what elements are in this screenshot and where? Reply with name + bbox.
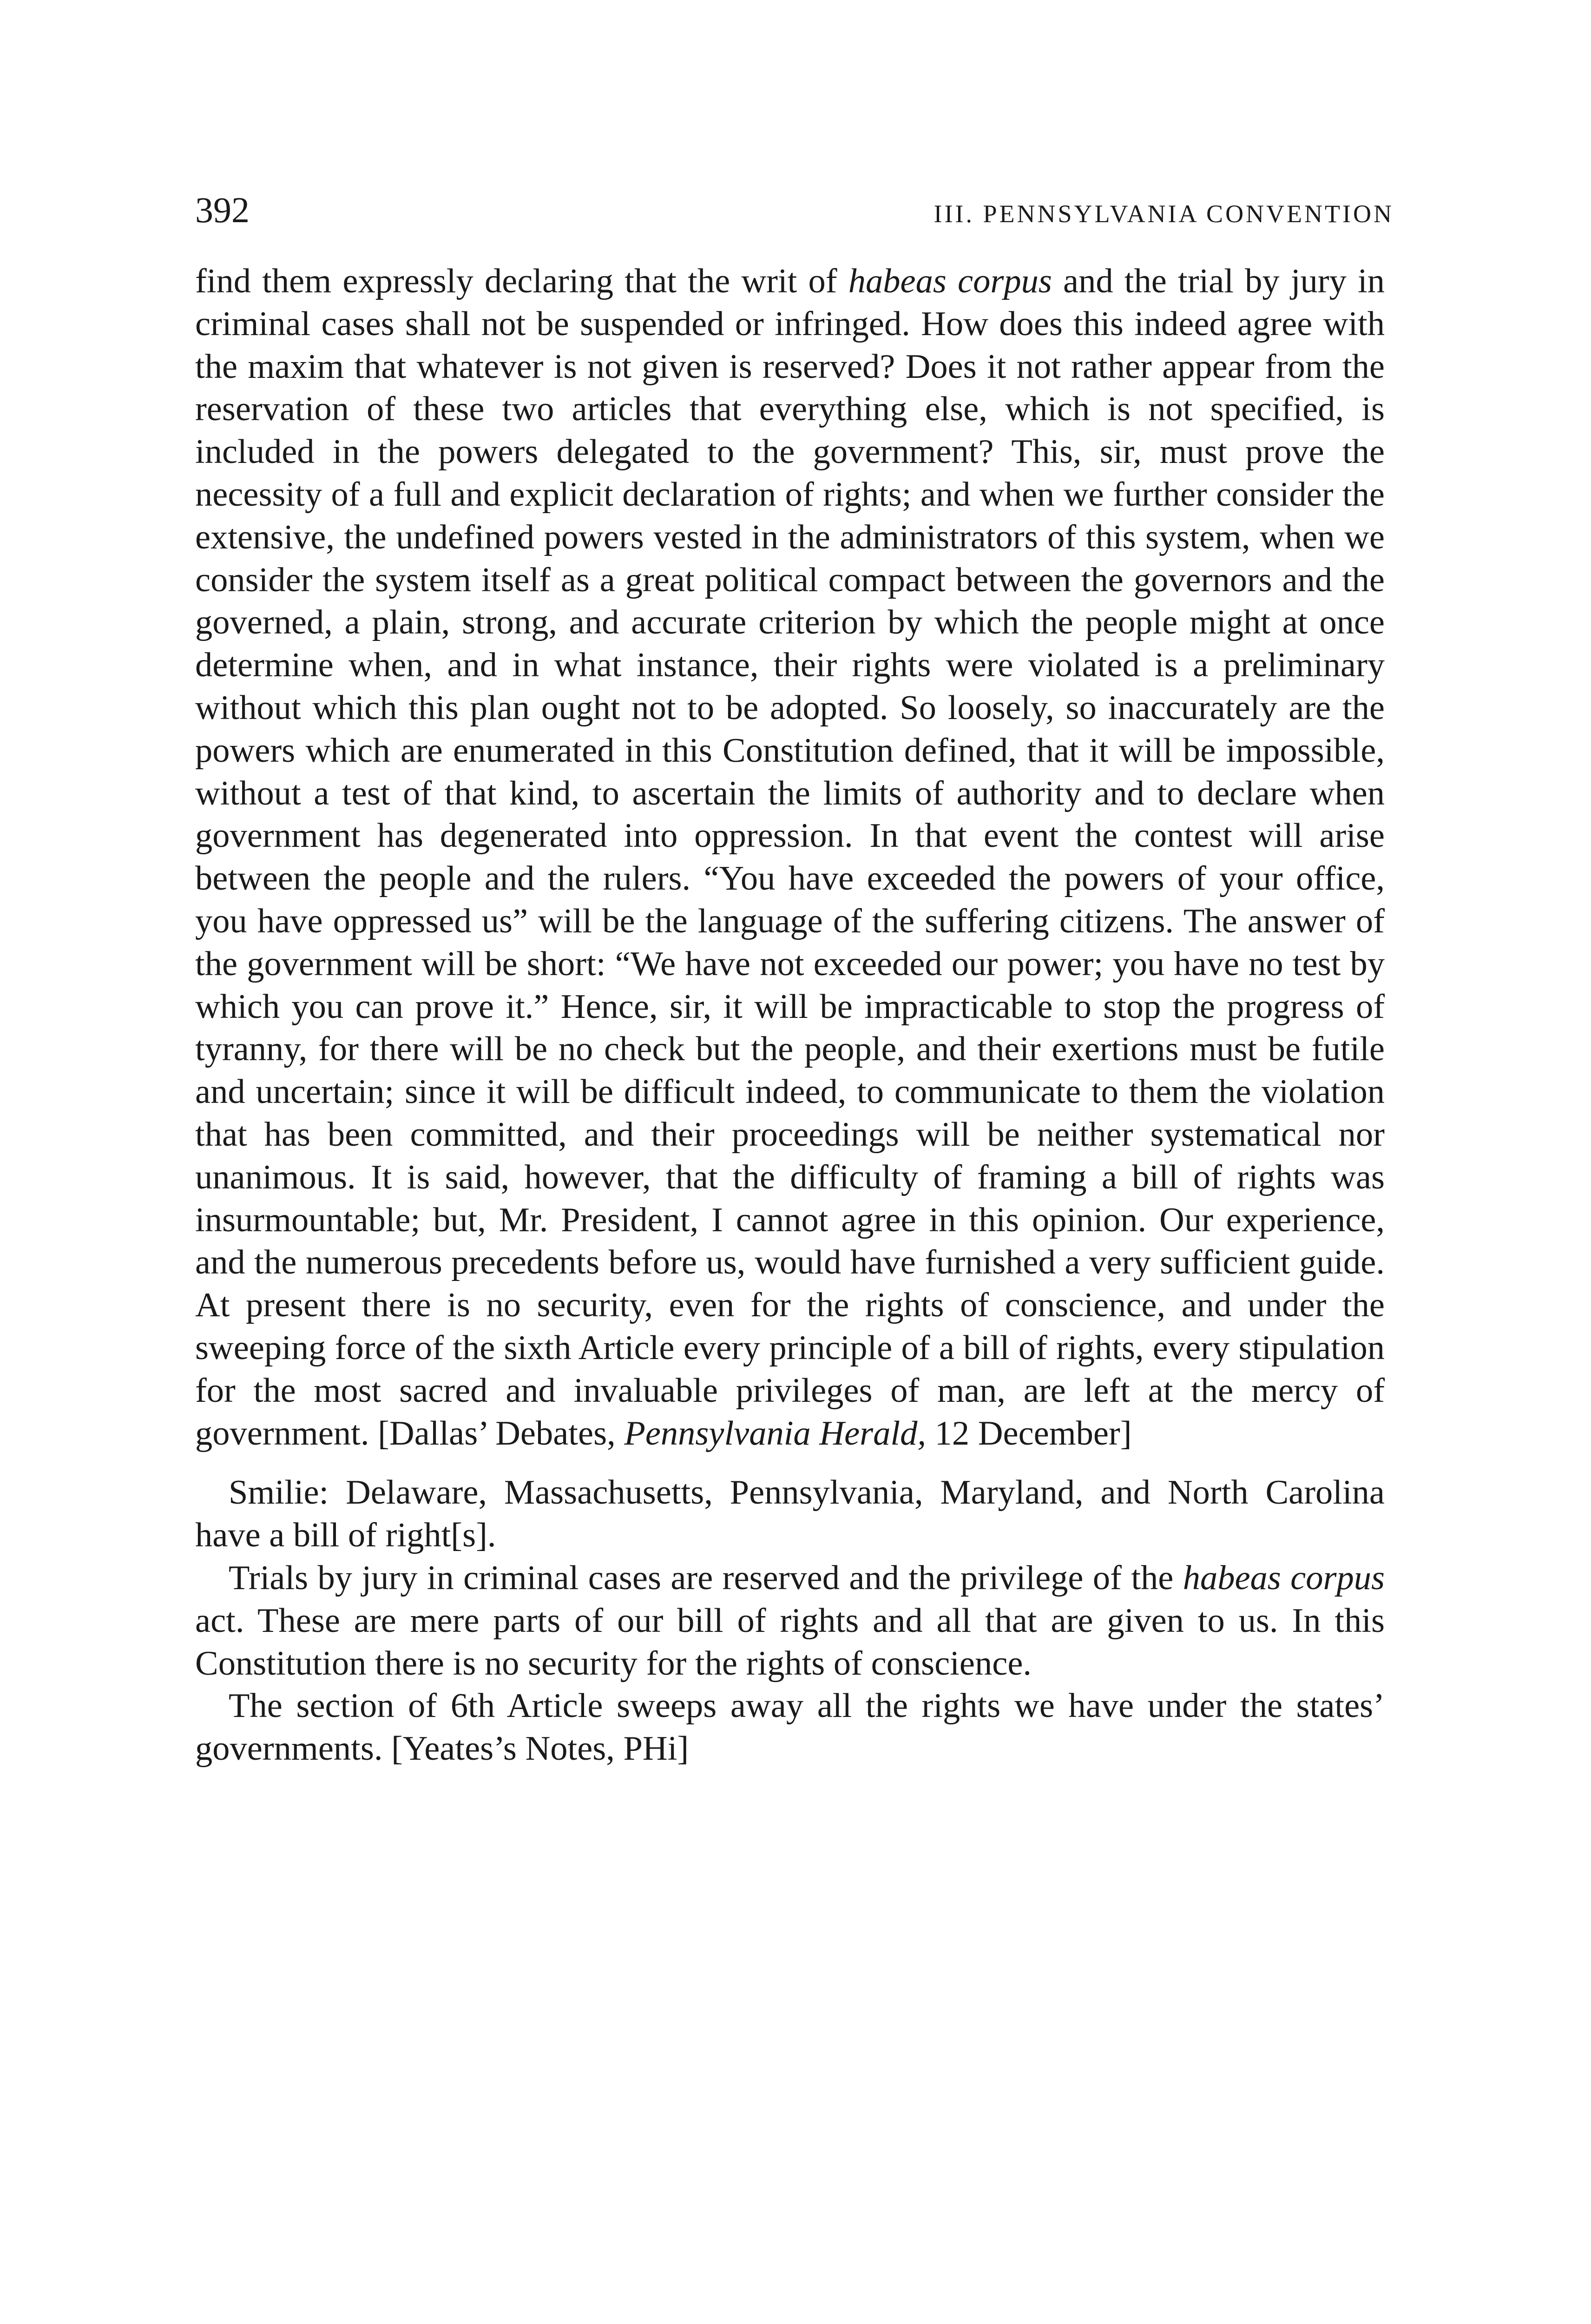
paragraph-trials-by-jury (195, 1557, 1385, 1685)
paragraph-text: Trials by jury in criminal cases are reserved and the privilege of the (229, 1558, 1183, 1597)
paragraph-text: and the trial by jury in criminal cases shall not be suspended or infringed. How does this indeed agree with the maxim that whatever is not given is reserved? Does it not rather appear from the reservation of these two articles that everything else, which is not specified, is included in the powers delegated to the government? This, sir, must prove the necessity of a full and explicit declaration of rights; and when we further consider the extensive, the undefined powers vested in the administrators of this system, when we consider the system itself as a great political compact between the governors and the governed, a plain, strong, and accurate criterion by which the people might at once determine when, and in what instance, their rights were violated is a preliminary without which this plan ought not to be adopted. So loosely, so inaccurately are the powers which are enumerated in this Constitution defined, that it will be impossible, without a test of that kind, to ascertain the limits of authority and to declare when government has degenerated into oppression. In that event the contest will arise between the people and the rulers. “You have exceeded the powers of your office, you have oppressed us” will be the language of the suffering citizens. The answer of the government will be short: “We have not exceeded our power; you have no test by which you can prove it.” Hence, sir, it will be impracticable to stop the progress of tyranny, for there will be no check but the people, and their exertions must be futile and uncertain; since it will be difficult indeed, to communicate to them the violation that has been committed, and their proceedings will be neither systematical nor unanimous. It is said, however, that the difficulty of framing a bill of rights was insurmountable; but, Mr. President, I cannot agree in this opinion. Our experience, and the numerous precedents before us, would have furnished a very sufficient guide. At present there is no security, even for the rights of conscience, and under the sweeping force of the sixth Article every principle of a bill of rights, every stipulation for the most sacred and invaluable privileges of man, are left at the mercy of government. [Dallas’ Debates, (195, 262, 1385, 1452)
page-number: 392 (195, 190, 250, 230)
italic-title: Pennsylvania Herald, (624, 1414, 926, 1452)
paragraph-text: find them expressly declaring that the writ of (195, 262, 848, 300)
paragraph-text: act. These are mere parts of our bill of rights and all that are given to us. In this Constitution there is no security for the rights of conscience. (195, 1601, 1385, 1683)
section-title: III. PENNSYLVANIA CONVENTION (934, 200, 1394, 228)
paragraph-dallas-debates (195, 260, 1385, 1455)
paragraph-smilie: Smilie: Delaware, Massachusetts, Pennsylvania, Maryland, and North Carolina have a bill of right[s]. (195, 1473, 1385, 1555)
italic-term: habeas corpus (848, 262, 1052, 300)
italic-term: habeas corpus (1183, 1558, 1385, 1597)
paragraph-text: 12 December] (926, 1414, 1132, 1452)
running-head (195, 187, 1394, 233)
body-text (195, 260, 1385, 1770)
paragraph-sixth-article: The section of 6th Article sweeps away all the rights we have under the states’ governments. [Yeates’s Notes, PHi] (195, 1687, 1385, 1768)
